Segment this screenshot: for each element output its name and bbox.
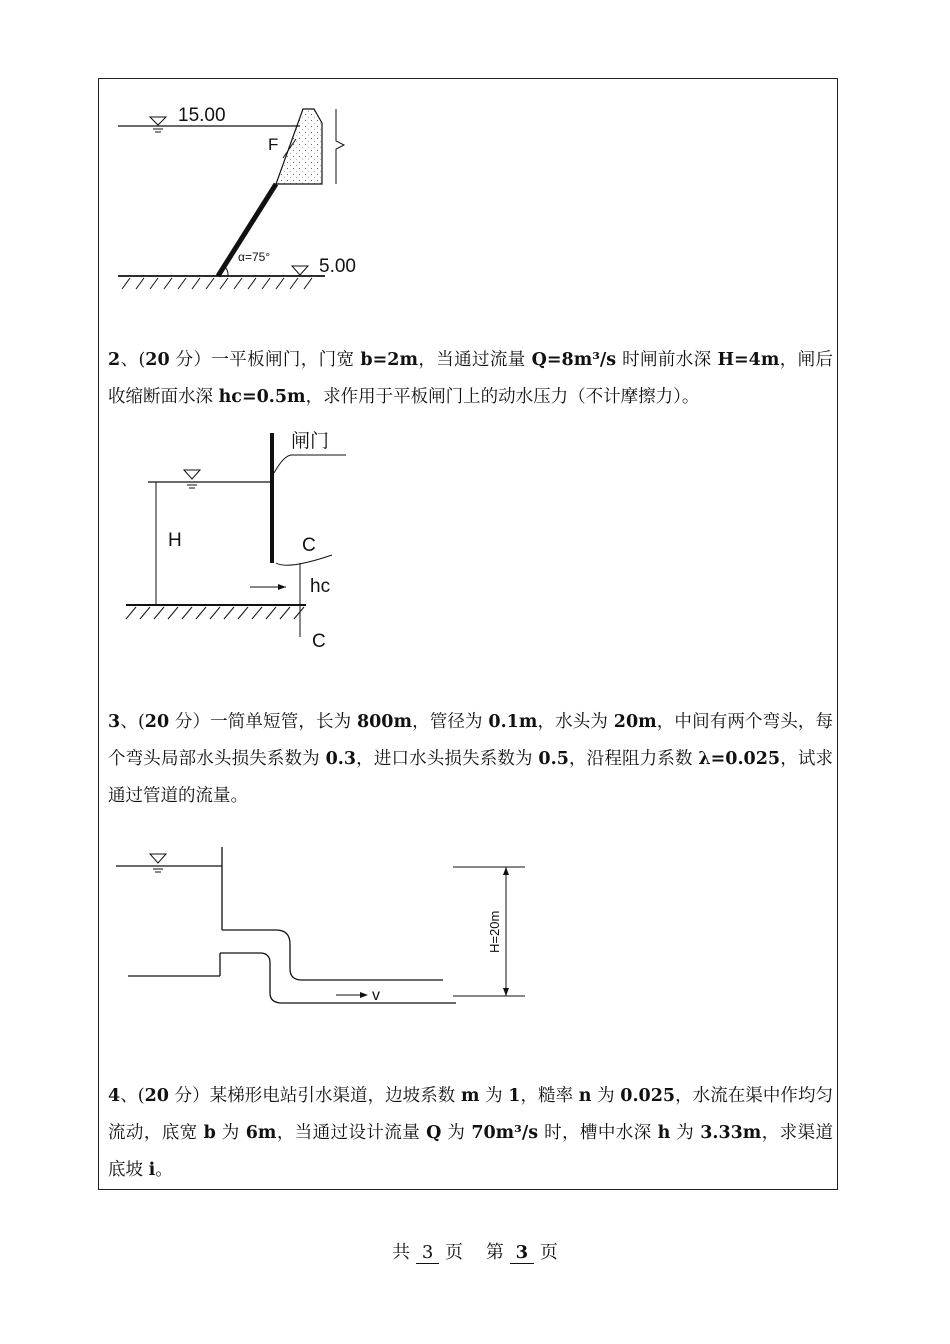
depth-label: H (168, 530, 182, 551)
section-bottom-label: C (312, 631, 326, 652)
figure-short-pipe (110, 845, 540, 1025)
upstream-level-label: 15.00 (178, 105, 226, 126)
downstream-level-label: 5.00 (319, 256, 356, 277)
current-page: 3 (510, 1243, 535, 1264)
angle-label: α=75° (238, 250, 271, 264)
question-number: 3 (108, 712, 121, 732)
question-4: 4、(20 分）某梯形电站引水渠道，边坡系数 m 为 1，糙率 n 为 0.025，水流在渠中作均匀流动，底宽 b 为 6m，当通过设计流量 Q 为 70m³/s 时，槽中水深 h 为 3.33m，求渠道底坡 i。 (108, 1086, 833, 1180)
question-3: 3、(20 分）一简单短管，长为 800m，管径为 0.1m，水头为 20m，中间有两个弯头，每个弯头局部水头损失系数为 0.3，进口水头损失系数为 0.5，沿程阻力系数 λ=0.025，试求通过管道的流量。 (108, 712, 834, 806)
question-number: 4 (108, 1086, 121, 1106)
question-2: 2、(20 分）一平板闸门，门宽 b=2m，当通过流量 Q=8m³/s 时闸前水深 H=4m，闸后收缩断面水深 hc=0.5m，求作用于平板闸门上的动水压力（不计摩擦力）。 (108, 350, 834, 407)
figure-sluice-gate (110, 425, 370, 655)
figure-inclined-gate (100, 95, 360, 295)
section-top-label: C (302, 535, 316, 556)
question-number: 2 (108, 350, 121, 370)
gate-label: 闸门 (291, 431, 330, 452)
contracted-depth-label: hc (310, 576, 331, 597)
total-pages: 3 (416, 1243, 439, 1264)
force-label: F (268, 135, 279, 154)
head-label: H=20m (487, 910, 502, 953)
page-footer: 共 3 页 第 3 页 (392, 1242, 558, 1263)
velocity-label: v (372, 987, 380, 1004)
